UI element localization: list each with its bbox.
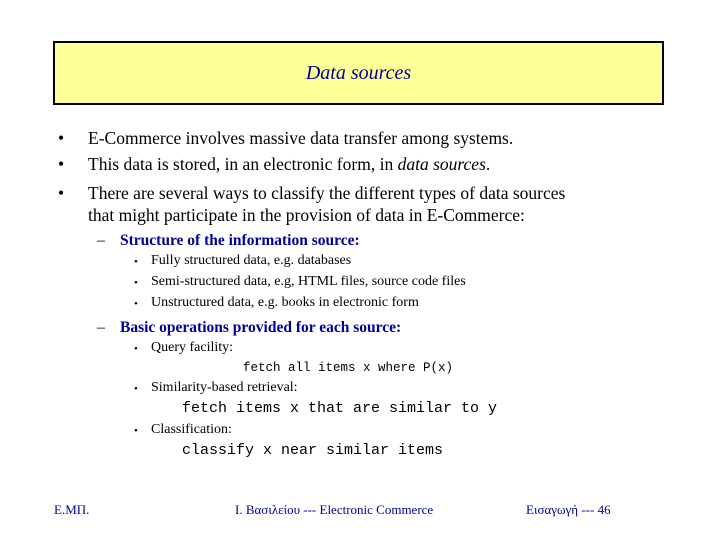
section-2-item-3-label: Classification: [151, 422, 232, 437]
bullet-2-prefix: This data is stored, in an electronic form, in [88, 154, 398, 174]
section-1-item-1: Fully structured data, e.g. databases [151, 253, 352, 268]
dash-marker: – [97, 232, 105, 249]
sub-bullet-marker: • [134, 256, 138, 268]
footer-left: Ε.ΜΠ. [54, 502, 90, 517]
bullet-marker: • [58, 154, 65, 174]
footer-right: Εισαγωγή --- 46 [526, 502, 611, 517]
section-2-item-1-code: fetch all items x where P(x) [243, 361, 454, 375]
bullet-3-line-2: that might participate in the provision of data in E-Commerce: [88, 205, 525, 225]
sub-bullet-marker: • [134, 277, 138, 289]
dash-marker: – [97, 319, 105, 336]
section-2-item-1-label: Query facility: [151, 340, 234, 355]
bullet-3-line-1: There are several ways to classify the different types of data sources [88, 183, 566, 203]
sub-bullet-marker: • [134, 298, 138, 310]
bullet-2-text [88, 153, 490, 175]
section-1-item-2: Semi-structured data, e.g, HTML files, source code files [151, 274, 466, 289]
slide-title: Data sources [305, 61, 412, 84]
sub-bullet-marker: • [134, 425, 138, 437]
sub-bullet-marker: • [134, 343, 138, 355]
bullet-marker: • [58, 128, 65, 148]
bullet-1-text: E-Commerce involves massive data transfer among systems. [88, 128, 514, 148]
section-1-item-3: Unstructured data, e.g. books in electronic form [151, 295, 419, 310]
title-box [53, 41, 664, 105]
section-1-heading: Structure of the information source: [120, 232, 360, 249]
bullet-2-suffix: . [485, 154, 491, 174]
section-2-item-2-label: Similarity-based retrieval: [151, 380, 298, 395]
section-2-item-2-code: fetch items x that are similar to y [182, 400, 498, 417]
sub-bullet-marker: • [134, 383, 138, 395]
section-2-heading: Basic operations provided for each source: [120, 319, 402, 336]
bullet-2-emphasis: data sources [397, 154, 486, 174]
section-2-item-3-code: classify x near similar items [182, 442, 444, 459]
footer-center: Ι. Βασιλείου --- Electronic Commerce [235, 502, 434, 517]
bullet-marker: • [58, 183, 65, 203]
